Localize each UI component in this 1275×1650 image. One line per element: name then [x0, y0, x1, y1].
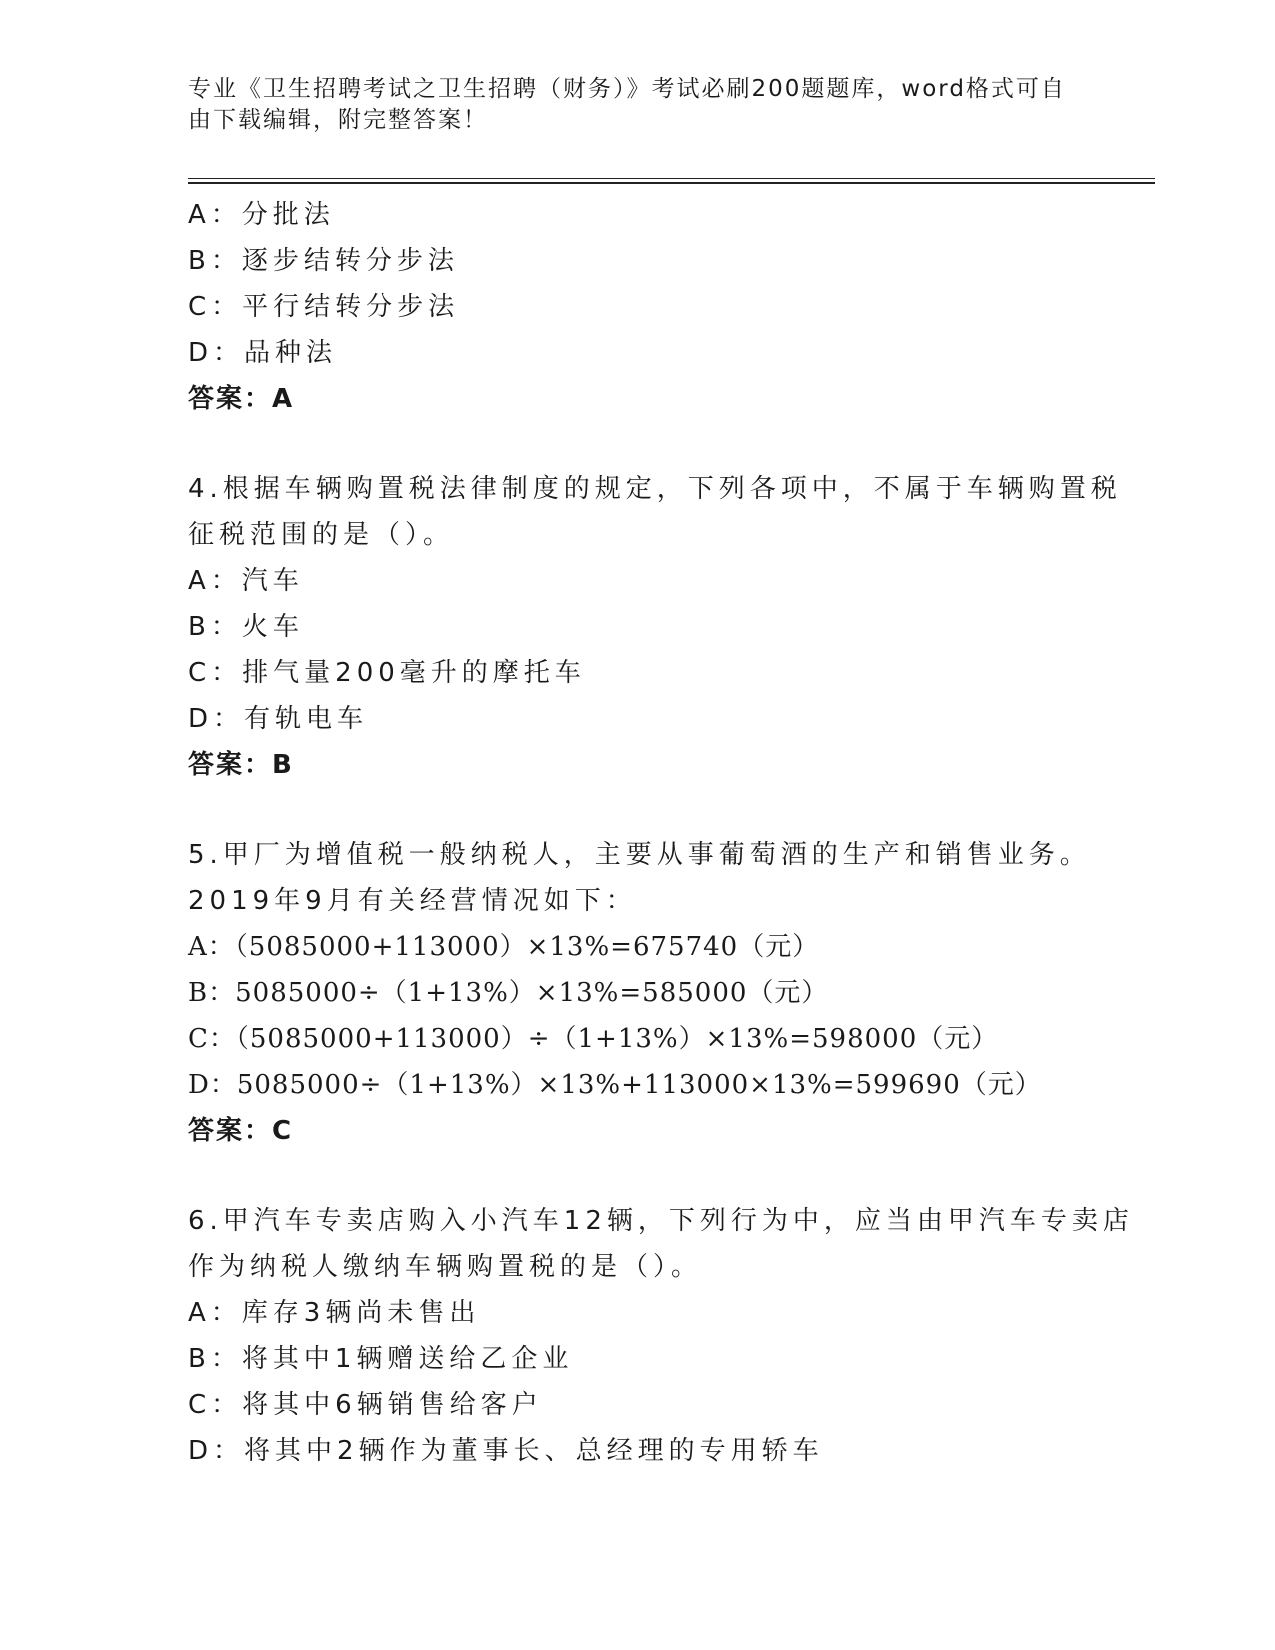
option-a: A：（5085000+113000）×13%=675740（元）	[188, 932, 820, 962]
question-stem: 征税范围的是（）。	[188, 520, 455, 550]
header-divider-thick	[188, 182, 1155, 184]
option-b: B：逐步结转分步法	[188, 246, 459, 276]
header-divider-thin	[188, 178, 1155, 179]
question-3-continued	[188, 192, 1108, 422]
document-header	[188, 74, 1068, 136]
answer-line: 答案：B	[188, 750, 294, 780]
option-b: B：5085000÷（1+13%）×13%=585000（元）	[188, 978, 829, 1008]
spacer	[188, 422, 1108, 466]
header-line-2: 由下载编辑，附完整答案！	[188, 107, 488, 133]
option-d: D：品种法	[188, 338, 338, 368]
question-6	[188, 1198, 1134, 1474]
option-d: D：将其中2辆作为董事长、总经理的专用轿车	[188, 1436, 824, 1466]
answer-line: 答案：C	[188, 1116, 294, 1146]
option-d: D：有轨电车	[188, 704, 369, 734]
option-c: C：排气量200毫升的摩托车	[188, 658, 586, 688]
question-4	[188, 466, 1122, 788]
option-c: C：平行结转分步法	[188, 292, 460, 322]
option-a: A：库存3辆尚未售出	[188, 1298, 481, 1328]
option-b: B：将其中1辆赠送给乙企业	[188, 1344, 574, 1374]
option-c: C：将其中6辆销售给客户	[188, 1390, 543, 1420]
option-c: C：（5085000+113000）÷（1+13%）×13%=598000（元）	[188, 1024, 999, 1054]
spacer	[188, 1154, 1108, 1198]
question-5	[188, 832, 1108, 1154]
question-stem: 6.甲汽车专卖店购入小汽车12辆，下列行为中，应当由甲汽车专卖店	[188, 1206, 1134, 1236]
spacer	[188, 788, 1108, 832]
header-line-1: 专业《卫生招聘考试之卫生招聘（财务）》考试必刷200题题库，word格式可自	[188, 76, 1066, 102]
option-b: B：火车	[188, 612, 304, 642]
question-list	[188, 192, 1134, 1474]
answer-line: 答案：A	[188, 384, 295, 414]
option-a: A：分批法	[188, 200, 335, 230]
question-stem: 2019年9月有关经营情况如下：	[188, 886, 637, 916]
question-stem: 作为纳税人缴纳车辆购置税的是（）。	[188, 1252, 703, 1282]
option-d: D：5085000÷（1+13%）×13%+113000×13%=599690（元）	[188, 1070, 1042, 1100]
question-stem: 4.根据车辆购置税法律制度的规定，下列各项中，不属于车辆购置税	[188, 474, 1122, 504]
option-a: A：汽车	[188, 566, 304, 596]
question-stem: 5.甲厂为增值税一般纳税人，主要从事葡萄酒的生产和销售业务。	[188, 840, 1091, 870]
